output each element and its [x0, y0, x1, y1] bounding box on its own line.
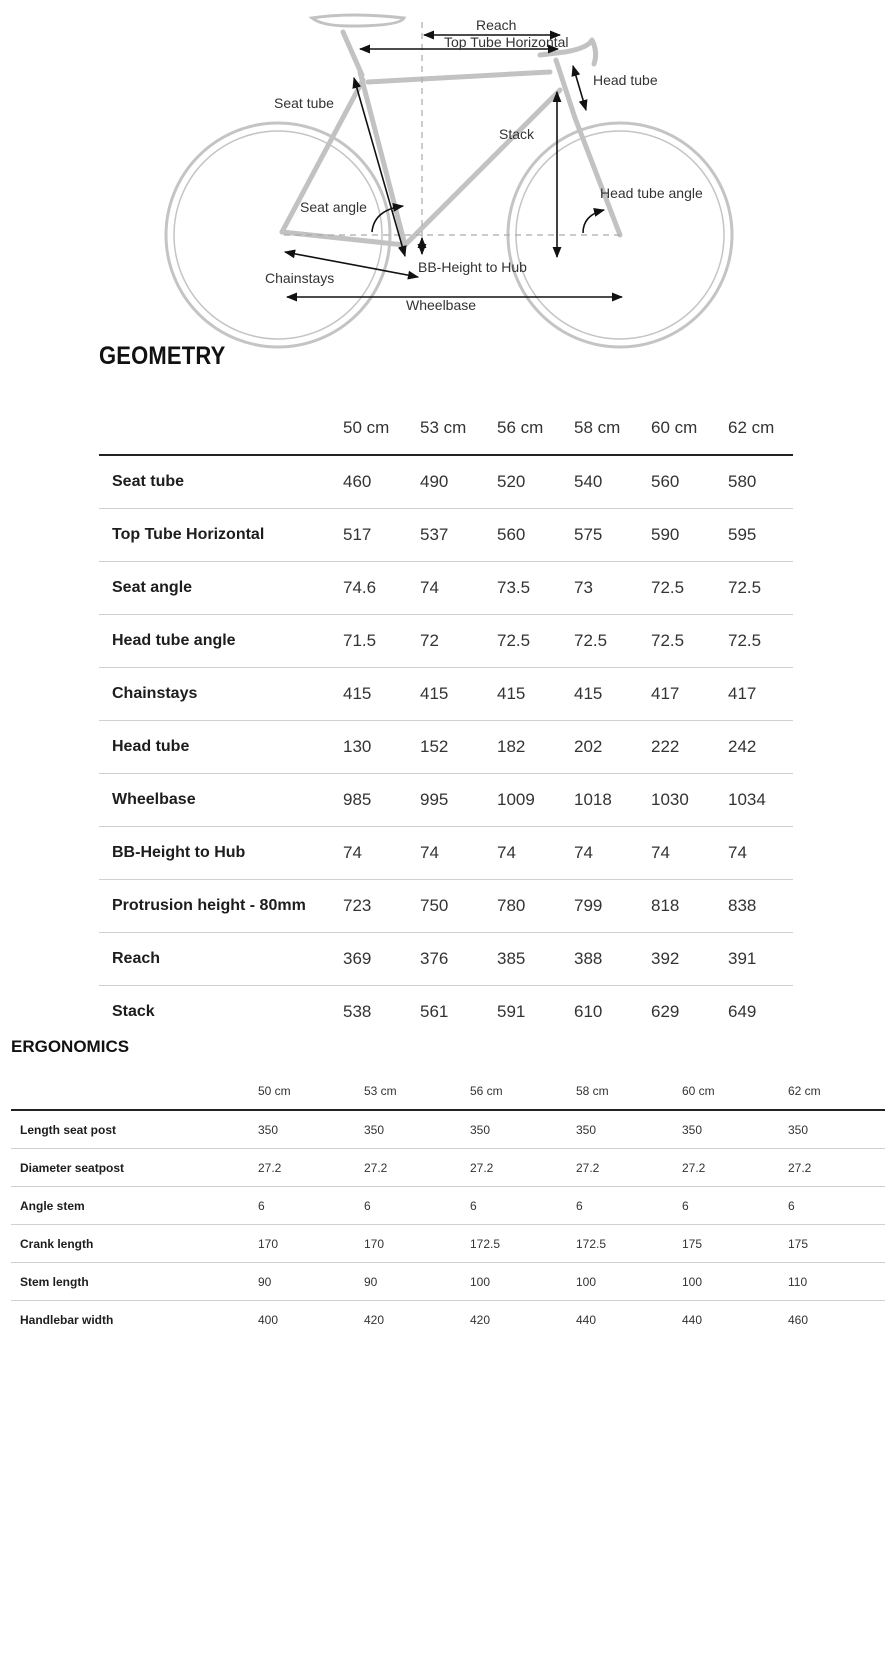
geometry-size-header: 62 cm [728, 402, 793, 455]
geometry-cell: 391 [728, 933, 793, 986]
geometry-cell: 415 [497, 668, 574, 721]
ergonomics-cell: 350 [788, 1110, 885, 1149]
geometry-size-header: 50 cm [343, 402, 420, 455]
geometry-heading: GEOMETRY [99, 342, 226, 370]
ergonomics-cell: 420 [364, 1312, 385, 1327]
geometry-cell: 222 [651, 721, 728, 774]
geometry-cell: 560 [651, 455, 728, 509]
geometry-cell: 799 [574, 880, 651, 933]
geometry-cell: 417 [728, 668, 793, 721]
geometry-cell: 415 [420, 668, 497, 721]
geometry-cell: 376 [420, 933, 497, 986]
geometry-cell: 560 [497, 509, 574, 562]
geometry-cell: 73.5 [497, 562, 574, 615]
geometry-cell: 74 [651, 827, 728, 880]
geometry-row-label: Protrusion height - 80mm [99, 880, 343, 933]
geometry-row-label: Head tube angle [99, 615, 343, 668]
geometry-cell: 152 [420, 721, 497, 774]
geometry-row-label: Top Tube Horizontal [99, 509, 343, 562]
geometry-row [99, 615, 793, 668]
ergonomics-row [11, 1263, 885, 1301]
label-reach: Reach [476, 17, 517, 33]
geometry-cell: 74 [343, 827, 420, 880]
ergonomics-cell: 6 [682, 1187, 788, 1225]
geometry-cell: 561 [420, 1002, 449, 1021]
geometry-cell: 538 [343, 1002, 372, 1021]
label-head-tube-angle: Head tube angle [600, 185, 703, 201]
geometry-header-blank [99, 402, 343, 455]
geometry-cell: 72.5 [651, 615, 728, 668]
geometry-row-label: Seat tube [99, 455, 343, 509]
ergonomics-cell: 175 [682, 1225, 788, 1263]
geometry-cell: 74 [420, 562, 497, 615]
geometry-row [99, 455, 793, 509]
geometry-cell: 242 [728, 721, 793, 774]
ergonomics-size-header: 56 cm [470, 1073, 576, 1110]
geometry-cell: 1030 [651, 774, 728, 827]
geometry-row [99, 827, 793, 880]
geometry-cell: 74.6 [343, 562, 420, 615]
geometry-cell: 74 [420, 827, 497, 880]
geometry-table [99, 402, 793, 1038]
ergonomics-size-header: 58 cm [576, 1073, 682, 1110]
geometry-cell: 460 [343, 455, 420, 509]
geometry-row [99, 774, 793, 827]
ergonomics-cell: 170 [364, 1225, 470, 1263]
ergonomics-cell: 350 [258, 1110, 364, 1149]
geometry-cell: 595 [728, 509, 793, 562]
ergonomics-cell: 400 [258, 1312, 279, 1327]
ergonomics-row [11, 1149, 885, 1187]
ergonomics-cell: 350 [576, 1110, 682, 1149]
ergonomics-header-blank [11, 1073, 258, 1110]
ergonomics-cell: 27.2 [470, 1149, 576, 1187]
geometry-row-label: Chainstays [99, 668, 343, 721]
geometry-cell: 537 [420, 509, 497, 562]
geometry-size-header: 60 cm [651, 402, 728, 455]
ergonomics-cell: 90 [258, 1263, 364, 1301]
geometry-cell: 74 [574, 827, 651, 880]
geometry-cell: 72.5 [497, 615, 574, 668]
geometry-cell: 415 [574, 668, 651, 721]
ergonomics-row [11, 1110, 885, 1149]
ergonomics-cell: 172.5 [470, 1225, 576, 1263]
geometry-cell: 74 [728, 827, 793, 880]
ergonomics-cell: 350 [682, 1110, 788, 1149]
ergonomics-row [11, 1301, 885, 1339]
ergonomics-size-header: 50 cm [258, 1073, 364, 1110]
geometry-cell: 72 [420, 615, 497, 668]
geometry-row [99, 562, 793, 615]
geometry-size-header: 53 cm [420, 402, 497, 455]
ergonomics-cell: 6 [576, 1187, 682, 1225]
geometry-cell: 985 [343, 774, 420, 827]
ergonomics-cell: 100 [470, 1263, 576, 1301]
ergonomics-cell: 6 [258, 1187, 364, 1225]
geometry-cell: 392 [651, 933, 728, 986]
ergonomics-cell: 175 [788, 1225, 885, 1263]
label-bb-height-to-hub: BB-Height to Hub [418, 259, 527, 275]
ergonomics-cell: 100 [576, 1263, 682, 1301]
ergonomics-cell: 27.2 [576, 1149, 682, 1187]
geometry-cell: 74 [497, 827, 574, 880]
ergonomics-header-row [11, 1073, 885, 1110]
ergonomics-cell: 27.2 [364, 1149, 470, 1187]
ergonomics-cell: 6 [470, 1187, 576, 1225]
geometry-cell: 385 [497, 933, 574, 986]
geometry-cell: 517 [343, 509, 420, 562]
ergonomics-cell: 100 [682, 1263, 788, 1301]
geometry-cell: 610 [574, 1002, 603, 1021]
ergonomics-row-label: Length seat post [11, 1110, 258, 1149]
dimension-arrows [285, 35, 622, 297]
geometry-cell: 130 [343, 721, 420, 774]
geometry-cell: 72.5 [574, 615, 651, 668]
geometry-cell: 649 [728, 1002, 757, 1021]
geometry-cell: 780 [497, 880, 574, 933]
ergonomics-cell: 27.2 [682, 1149, 788, 1187]
ergonomics-cell: 440 [576, 1312, 597, 1327]
geometry-row-label: Wheelbase [99, 774, 343, 827]
label-chainstays: Chainstays [265, 270, 335, 286]
ergonomics-heading: ERGONOMICS [11, 1037, 130, 1056]
geometry-cell: 818 [651, 880, 728, 933]
rear-wheel [166, 123, 390, 347]
ergonomics-row-label: Angle stem [11, 1187, 258, 1225]
ergonomics-row-label: Handlebar width [20, 1312, 114, 1327]
ergonomics-cell: 6 [788, 1187, 885, 1225]
geometry-cell: 1018 [574, 774, 651, 827]
geometry-cell: 415 [343, 668, 420, 721]
label-stack: Stack [499, 126, 535, 142]
ergonomics-size-header: 62 cm [788, 1073, 885, 1110]
geometry-row [99, 933, 793, 986]
geometry-cell: 590 [651, 509, 728, 562]
ergonomics-row-label: Crank length [11, 1225, 258, 1263]
ergonomics-row-label: Diameter seatpost [11, 1149, 258, 1187]
label-wheelbase: Wheelbase [406, 297, 477, 313]
geometry-cell: 72.5 [728, 562, 793, 615]
geometry-cell: 540 [574, 455, 651, 509]
label-seat-angle: Seat angle [300, 199, 367, 215]
geometry-cell: 202 [574, 721, 651, 774]
geometry-cell: 417 [651, 668, 728, 721]
geometry-row-label: Head tube [99, 721, 343, 774]
ergonomics-size-header: 53 cm [364, 1073, 470, 1110]
ergonomics-cell: 6 [364, 1187, 470, 1225]
geometry-cell: 750 [420, 880, 497, 933]
ergonomics-cell: 27.2 [258, 1149, 364, 1187]
ergonomics-cell: 420 [470, 1312, 491, 1327]
geometry-cell: 73 [574, 562, 651, 615]
geometry-row [99, 986, 793, 1039]
geometry-cell: 72.5 [651, 562, 728, 615]
geometry-cell: 182 [497, 721, 574, 774]
geometry-cell: 388 [574, 933, 651, 986]
geometry-cell: 1009 [497, 774, 574, 827]
ergonomics-cell: 440 [682, 1312, 703, 1327]
ergonomics-cell: 90 [364, 1263, 470, 1301]
ergonomics-cell: 27.2 [788, 1149, 885, 1187]
geometry-row-label: BB-Height to Hub [99, 827, 343, 880]
geometry-cell: 72.5 [728, 615, 793, 668]
ergonomics-row-label: Stem length [11, 1263, 258, 1301]
geometry-row [99, 668, 793, 721]
geometry-cell: 71.5 [343, 615, 420, 668]
geometry-cell: 369 [343, 933, 420, 986]
geometry-cell: 1034 [728, 774, 793, 827]
label-head-tube: Head tube [593, 72, 658, 88]
ergonomics-size-header: 60 cm [682, 1073, 788, 1110]
geometry-row-label: Stack [112, 1003, 155, 1020]
geometry-cell: 723 [343, 880, 420, 933]
geometry-size-header: 58 cm [574, 402, 651, 455]
saddle [312, 15, 404, 26]
ergonomics-row [11, 1225, 885, 1263]
geometry-cell: 591 [497, 1002, 526, 1021]
ergonomics-cell: 350 [470, 1110, 576, 1149]
geometry-cell: 995 [420, 774, 497, 827]
geometry-header-row [99, 402, 793, 455]
ergonomics-table [11, 1073, 885, 1338]
ergonomics-row [11, 1187, 885, 1225]
geometry-size-header: 56 cm [497, 402, 574, 455]
ergonomics-cell: 110 [788, 1263, 885, 1301]
geometry-cell: 580 [728, 455, 793, 509]
ergonomics-cell: 350 [364, 1110, 470, 1149]
geometry-cell: 490 [420, 455, 497, 509]
geometry-cell: 520 [497, 455, 574, 509]
geometry-row-label: Seat angle [99, 562, 343, 615]
bike-geometry-diagram [0, 0, 895, 360]
label-seat-tube: Seat tube [274, 95, 334, 111]
geometry-row [99, 880, 793, 933]
geometry-row-label: Reach [99, 933, 343, 986]
ergonomics-cell: 170 [258, 1225, 364, 1263]
geometry-cell: 575 [574, 509, 651, 562]
ergonomics-cell: 460 [788, 1312, 809, 1327]
geometry-cell: 629 [651, 1002, 680, 1021]
label-top-tube-horizontal: Top Tube Horizontal [444, 34, 569, 50]
ergonomics-cell: 172.5 [576, 1225, 682, 1263]
geometry-cell: 838 [728, 880, 793, 933]
geometry-row [99, 721, 793, 774]
geometry-row [99, 509, 793, 562]
